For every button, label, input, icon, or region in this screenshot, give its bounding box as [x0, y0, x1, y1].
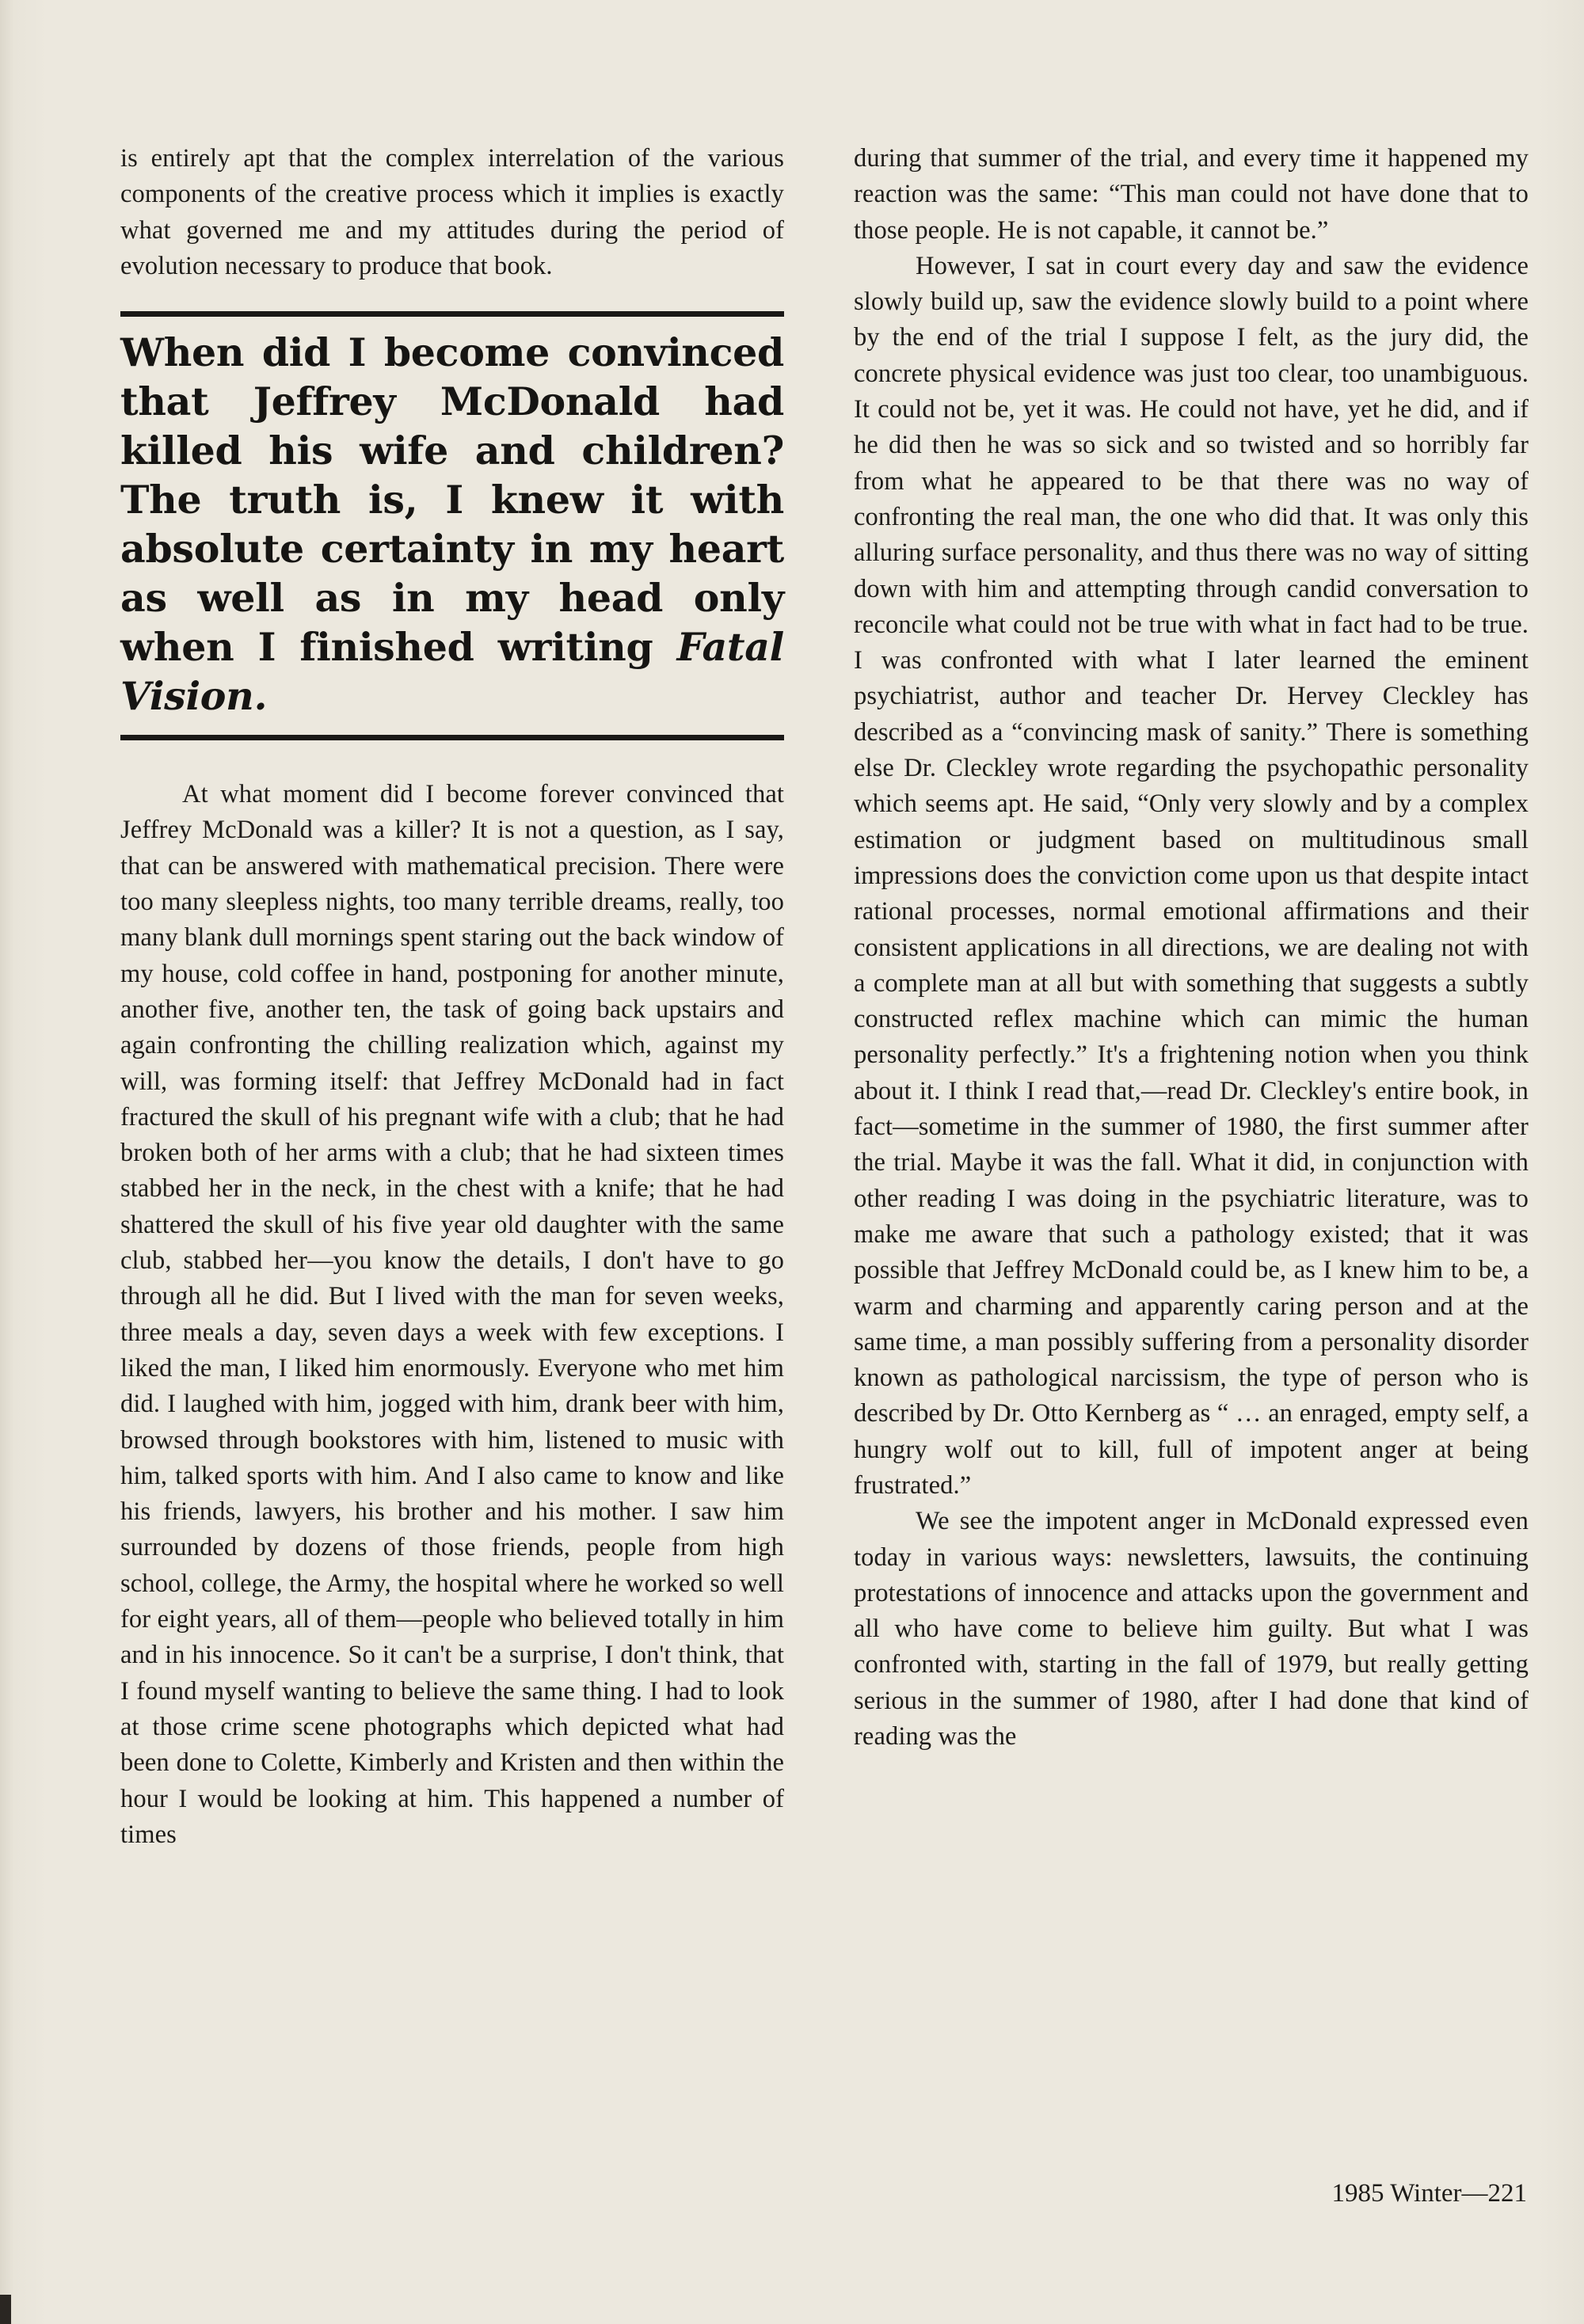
left-paragraph-1: is entirely apt that the complex interrelation of the various components of the creative process which it implies is exactly what governed me and my attitudes during the period of evolution necessary to produce that book. [120, 144, 784, 280]
right-paragraph-2: However, I sat in court every day and saw the evidence slowly build up, saw the evidence slowly build to a point where by the end of the trial I suppose I felt, as the jury did, the concrete physical evidence was just too clear, too unambiguous. It could not be, yet it was. He could not have, yet he did, and if he did then he was so sick and so twisted and so horribly far from what he appeared to be that there was no way of confronting the real man, the one who did that. It was only this alluring surface personality, and thus there was no way of sitting down with him and attempting through candid conversation to reconcile what could not be true with what in fact had to be true. I was confronted with what I later learned the eminent psychiatrist, author and teacher Dr. Hervey Cleckley has described as a “convincing mask of sanity.” There is something else Dr. Cleckley wrote regarding the psychopathic personality which seems apt. He said, “Only very slowly and by a complex estimation or judgment based on multitudinous small impressions does the conviction come upon us that despite intact rational processes, normal emotional affirmations and their consistent applications in all directions, we are dealing not with a complete man at all but with something that suggests a subtly constructed reflex machine which can mimic the human personality perfectly.” It's a frightening notion when you think about it. I think I read that,—read Dr. Cleckley's entire book, in fact—sometime in the summer of 1980, the first summer after the trial. Maybe it was the fall. What it did, in conjunction with other reading I was doing in the psychiatric literature, was to make me aware that such a pathology existed; that it was possible that Jeffrey McDonald could be, as I knew him to be, a warm and charming and apparently caring person and at the same time, a man possibly suffering from a personality disorder known as pathological narcissism, the type of person who is described by Dr. Otto Kernberg as “ … an enraged, empty self, a hungry wolf out to kill, full of impotent anger at being frustrated.” [854, 251, 1529, 1500]
right-paragraph-3: We see the impotent anger in McDonald expressed even today in various ways: newsletters, lawsuits, the continuing protestations of innocence and attacks upon the government and all who have come to believe him guilty. But what I was confronted with, starting in the fall of 1979, but really getting serious in the summer of 1980, after I had done that kind of reading was the [854, 1507, 1529, 1752]
left-column [120, 141, 784, 1853]
pullquote-text: When did I become convinced that Jeffrey McDonald had killed his wife and children? The truth is, I knew it with absolute certainty in my heart as well as in my head only when I finished writing [120, 329, 784, 671]
page-folio: 1985 Winter—221 [1331, 2179, 1527, 2208]
left-paragraph-2: At what moment did I become forever convinced that Jeffrey McDonald was a killer? It is not a question, as I say, that can be answered with mathematical precision. There were too many sleepless nights, too many terrible dreams, really, too many blank dull mornings spent staring out the back window of my house, cold coffee in hand, postponing for another minute, another five, another ten, the task of going back upstairs and again confronting the chilling realization which, against my will, was forming itself: that Jeffrey McDonald had in fact fractured the skull of his pregnant wife with a club; that he had broken both of her arms with a club; that he had sixteen times stabbed her in the neck, in the chest with a knife; that he had shattered the skull of his five year old daughter with the same club, stabbed her—you know the details, I don't have to go through all he did. But I lived with the man for seven weeks, three meals a day, seven days a week with few exceptions. I liked the man, I liked him enormously. Everyone who met him did. I laughed with him, jogged with him, drank beer with him, browsed through bookstores with him, listened to music with him, talked sports with him. And I also came to know and like his friends, lawyers, his brother and his mother. I saw him surrounded by dozens of those friends, people from high school, college, the Army, the hospital where he worked so well for eight years, all of them—people who believed totally in him and in his innocence. So it can't be a surprise, I don't think, that I found myself wanting to believe the same thing. I had to look at those crime scene photographs which depicted what had been done to Colette, Kimberly and Kristen and then within the hour I would be looking at him. This happened a number of times [120, 780, 784, 1849]
pullquote-top-rule [120, 311, 784, 317]
right-paragraph-1: during that summer of the trial, and every time it happened my reaction was the same: “This man could not have done that to those people. He is not capable, it cannot be.” [854, 144, 1529, 245]
pullquote [120, 328, 784, 721]
binding-edge-mark [0, 2295, 11, 2324]
right-column [854, 141, 1529, 1755]
pullquote-book-title: Fatal Vision. [120, 624, 784, 720]
pullquote-bottom-rule [120, 735, 784, 740]
